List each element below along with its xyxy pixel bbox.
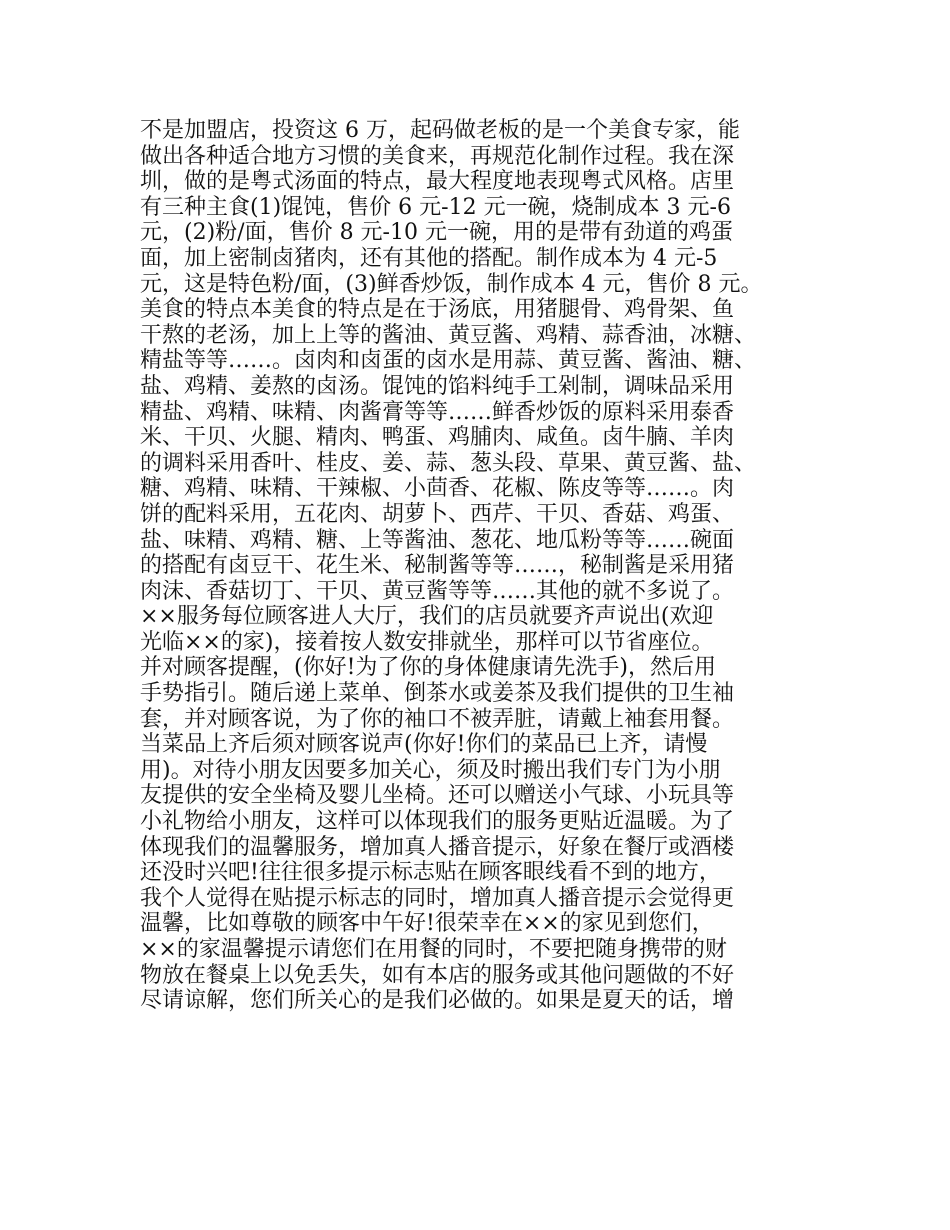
text-line: 的搭配有卤豆干、花生米、秘制酱等等……，秘制酱是采用猪 — [140, 553, 735, 579]
text-line: 用)。对待小朋友因要多加关心，须及时搬出我们专门为小朋 — [140, 757, 721, 783]
text-line: 圳，做的是粤式汤面的特点，最大程度地表现粤式风格。店里 — [140, 169, 735, 195]
text-line: 有三种主食(1)馄饨，售价 6 元-12 元一碗，烧制成本 3 元-6 — [140, 194, 731, 220]
text-line: 套，并对顾客说，为了你的袖口不被弄脏，请戴上袖套用餐。 — [140, 706, 735, 732]
text-line: 元，这是特色粉/面，(3)鲜香炒饭，制作成本 4 元，售价 8 元。 — [140, 271, 763, 297]
text-line: 的调料采用香叶、桂皮、姜、蒜、葱头段、草果、黄豆酱、盐、 — [140, 450, 757, 476]
text-line: 温馨，比如尊敬的顾客中午好!很荣幸在××的家见到您们， — [140, 911, 714, 937]
text-line: 手势指引。随后递上菜单、倒茶水或姜茶及我们提供的卫生袖 — [140, 681, 735, 707]
text-line: ××服务每位顾客进人大厅，我们的店员就要齐声说出(欢迎 — [140, 604, 714, 630]
text-line: 米、干贝、火腿、精肉、鸭蛋、鸡脯肉、咸鱼。卤牛腩、羊肉 — [140, 425, 735, 451]
text-line: 并对顾客提醒，(你好!为了你的身体健康请先洗手)，然后用 — [140, 655, 717, 681]
text-line: 元，(2)粉/面，售价 8 元-10 元一碗，用的是带有劲道的鸡蛋 — [140, 220, 733, 246]
text-line: 光临××的家)，接着按人数安排就坐，那样可以节省座位。 — [140, 629, 714, 655]
text-line: 饼的配料采用，五花肉、胡萝卜、西芹、干贝、香菇、鸡蛋、 — [140, 501, 735, 527]
text-line: 盐、味精、鸡精、糖、上等酱油、葱花、地瓜粉等等……碗面 — [140, 527, 735, 553]
text-line: 不是加盟店，投资这 6 万，起码做老板的是一个美食专家，能 — [140, 118, 740, 143]
text-line: 物放在餐桌上以免丢失，如有本店的服务或其他问题做的不好 — [140, 962, 735, 988]
text-line: 尽请谅解，您们所关心的是我们必做的。如果是夏天的话，增 — [140, 988, 735, 1014]
body-text — [140, 118, 830, 1014]
text-line: 体现我们的温馨服务，增加真人播音提示，好象在餐厅或酒楼 — [140, 834, 735, 860]
text-line: 小礼物给小朋友，这样可以体现我们的服务更贴近温暖。为了 — [140, 809, 735, 835]
text-line: 友提供的安全坐椅及婴儿坐椅。还可以赠送小气球、小玩具等 — [140, 783, 735, 809]
text-line: 干熬的老汤，加上上等的酱油、黄豆酱、鸡精、蒜香油，冰糖、 — [140, 322, 757, 348]
text-line: 肉沫、香菇切丁、干贝、黄豆酱等等……其他的就不多说了。 — [140, 578, 735, 604]
text-line: 当菜品上齐后须对顾客说声(你好!你们的菜品已上齐，请慢 — [140, 732, 708, 758]
text-line: 精盐、鸡精、味精、肉酱膏等等……鲜香炒饭的原料采用泰香 — [140, 399, 735, 425]
text-line: 我个人觉得在贴提示标志的同时，增加真人播音提示会觉得更 — [140, 885, 735, 911]
text-line: 精盐等等……。卤肉和卤蛋的卤水是用蒜、黄豆酱、酱油、糖、 — [140, 348, 757, 374]
text-line: ××的家温馨提示请您们在用餐的同时，不要把随身携带的财 — [140, 937, 727, 962]
text-line: 糖、鸡精、味精、干辣椒、小茴香、花椒、陈皮等等……。肉 — [140, 476, 735, 502]
text-line: 面，加上密制卤猪肉，还有其他的搭配。制作成本为 4 元-5 — [140, 245, 718, 271]
text-line: 还没时兴吧!往往很多提示标志贴在顾客眼线看不到的地方， — [140, 860, 721, 886]
text-line: 盐、鸡精、姜熬的卤汤。馄饨的馅料纯手工剁制，调味品采用 — [140, 373, 735, 399]
text-line: 美食的特点本美食的特点是在于汤底，用猪腿骨、鸡骨架、鱼 — [140, 297, 735, 323]
text-line: 做出各种适合地方习惯的美食来，再规范化制作过程。我在深 — [140, 143, 735, 169]
